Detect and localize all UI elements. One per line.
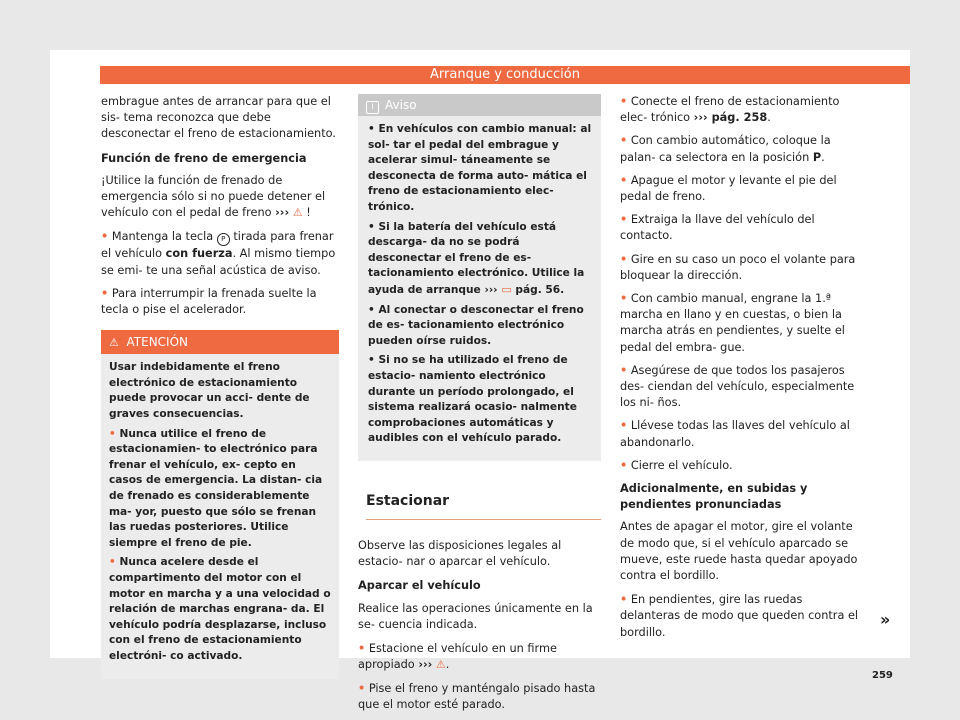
note-box [358, 94, 601, 461]
page-reference[interactable]: ››› [275, 206, 290, 220]
list-item: • Conecte el freno de estacionamiento elec- trónico ››› pág. 258. [620, 95, 840, 125]
paragraph: Antes de apagar el motor, gire el volante de modo que, si el vehículo aparcado se mueve, este ruede hasta quedar apoyado contra el bordillo. [620, 520, 858, 583]
bullet-dot: • [620, 213, 628, 227]
bullet-dot: • [620, 173, 628, 187]
bullet-dot: • [109, 556, 116, 569]
list-item: • Pise el freno y manténgalo pisado hasta que el motor esté parado. [358, 681, 596, 711]
bullet-dot: • [620, 252, 628, 266]
bullet-dot: • [620, 134, 628, 148]
intro-text: embrague antes de arrancar para que el sis- tema reconozca que debe desconectar el freno de estacionamiento. [101, 95, 336, 141]
bullet-dot: • [620, 419, 628, 433]
column-middle [358, 94, 601, 720]
section-heading-wrap [358, 493, 601, 520]
page-number: 259 [872, 670, 893, 681]
list-item: • Asegúrese de que todos los pasajeros des- ciendan del vehículo, especialmente los ni- ños. [620, 363, 855, 410]
warning-box [101, 330, 339, 678]
emergency-heading: Función de freno de emergencia [101, 151, 307, 165]
list-item: • Extraiga la llave del vehículo del contacto. [620, 213, 815, 243]
page-header: Arranque y conducción [100, 66, 910, 84]
list-item: • Al conectar o desconectar el freno de es- tacionamiento electrónico pueden oírse ruidos. [368, 303, 584, 347]
page-reference[interactable]: ››› pág. 258 [693, 111, 768, 125]
bullet-dot: • [101, 230, 109, 244]
list-item: • Para interrumpir la frenada suelte la tecla o pise el acelerador. [101, 286, 317, 317]
note-header: i Aviso [358, 94, 601, 116]
list-item: • Cierre el vehículo. [620, 458, 733, 472]
warning-triangle-icon: ⚠ [109, 336, 119, 350]
warning-body: Usar indebidamente el freno electrónico de estacionamiento puede provocar un acci- dente de graves consecuencias. • Nunca utilice el freno de estacionamien- to electrónico para frenar el vehículo, ex- cepto en casos de emergencia. La distan- cia de frenado es considerablemente ma- yor, puesto que sólo se frenan las ruedas posteriores. Utilice siempre el freno de pie. • Nunca acelere desde el compartimento del motor con el motor en marcha y a una velocidad o relación de marchas engrana- da. El vehículo podría desplazarse, incluso con el freno de estacionamiento electróni- co activado. [101, 354, 339, 678]
warning-triangle-icon: ⚠ [435, 658, 446, 672]
bullet-dot: • [620, 292, 628, 306]
slope-heading: Adicionalmente, en subidas y pendientes pronunciadas [620, 482, 808, 512]
page-reference[interactable]: ››› [418, 658, 433, 672]
paragraph: Realice las operaciones únicamente en la se- cuencia indicada. [358, 601, 593, 631]
warning-triangle-icon: ⚠ [292, 206, 303, 220]
list-item: • En pendientes, gire las ruedas delanteras de modo que queden contra el bordillo. [620, 593, 859, 639]
section-title: Estacionar [366, 493, 601, 520]
list-item: • Estacione el vehículo en un firme apropiado ››› ⚠. [358, 641, 601, 673]
book-reference-icon: ▭ [501, 282, 512, 296]
bullet-dot: • [620, 363, 628, 377]
list-item: • Nunca utilice el freno de estacionamien- to electrónico para frenar el vehículo, ex- cepto en casos de emergencia. La distan- cia de frenado es considerablemente ma- yor, puesto que sólo se frenan las ruedas posteriores. Utilice siempre el freno de pie. [109, 427, 323, 549]
list-item: • Llévese todas las llaves del vehículo al abandonarlo. [620, 419, 850, 449]
column-left [101, 94, 339, 679]
bullet-dot: • [620, 593, 628, 607]
parking-brake-icon: P [217, 233, 230, 246]
list-item: • Con cambio manual, engrane la 1.ª marcha en llano y en cuestas, o bien la marcha atrás en pendientes, y suelte el pedal del embra- gue. [620, 292, 845, 354]
bullet-dot: • [358, 681, 366, 695]
list-item: • Nunca acelere desde el compartimento del motor con el motor en marcha y a una velocidad o relación de marchas engrana- da. El vehículo podría desplazarse, incluso con el freno de estacionamiento electróni- co activado. [109, 556, 331, 662]
column-right [620, 94, 860, 648]
page-reference[interactable]: ››› [484, 283, 498, 296]
list-item: • Si la batería del vehículo está descarga- da no se podrá desconectar el freno de es- tacionamiento electrónico. Utilice la ayuda de arranque ››› ▭ pág. 56. [368, 220, 585, 296]
bullet-dot: • [109, 427, 116, 440]
list-item: • Mantenga la tecla P tirada para frenar el vehículo con fuerza. Al mismo tiempo se emi- te una señal acústica de aviso. [101, 230, 336, 277]
continue-marker: » [880, 610, 891, 629]
paragraph: Observe las disposiciones legales al estacio- nar o aparcar el vehículo. [358, 539, 562, 569]
list-item: • Con cambio automático, coloque la palan- ca selectora en la posición P. [620, 134, 831, 164]
list-item: • Apague el motor y levante el pie del pedal de freno. [620, 173, 837, 204]
list-item: • Gire en su caso un poco el volante para bloquear la dirección. [620, 252, 856, 282]
warning-header: ⚠ ATENCIÓN [101, 330, 339, 354]
note-body [358, 116, 601, 461]
manual-page [50, 50, 910, 711]
park-heading: Aparcar el vehículo [358, 579, 481, 593]
bullet-dot: • [101, 286, 109, 300]
list-item: • En vehículos con cambio manual: al sol- tar el pedal del embrague y acelerar simul- táneamente se desconecta de forma auto- mática el freno de estacionamiento elec- trónico. [368, 123, 592, 213]
emergency-text: ¡Utilice la función de frenado de emergencia sólo si no puede detener el vehículo con el pedal de freno ››› ⚠ ! [101, 173, 339, 222]
info-icon: i [366, 101, 379, 114]
bullet-dot: • [620, 95, 628, 108]
bullet-dot: • [620, 458, 628, 472]
bullet-dot: • [358, 642, 366, 656]
list-item: • Si no se ha utilizado el freno de estacio- namiento electrónico durante un período prolongado, el sistema realizará ocasio- nalmente comprobaciones automáticas y audibles con el vehículo parado. [368, 354, 577, 445]
